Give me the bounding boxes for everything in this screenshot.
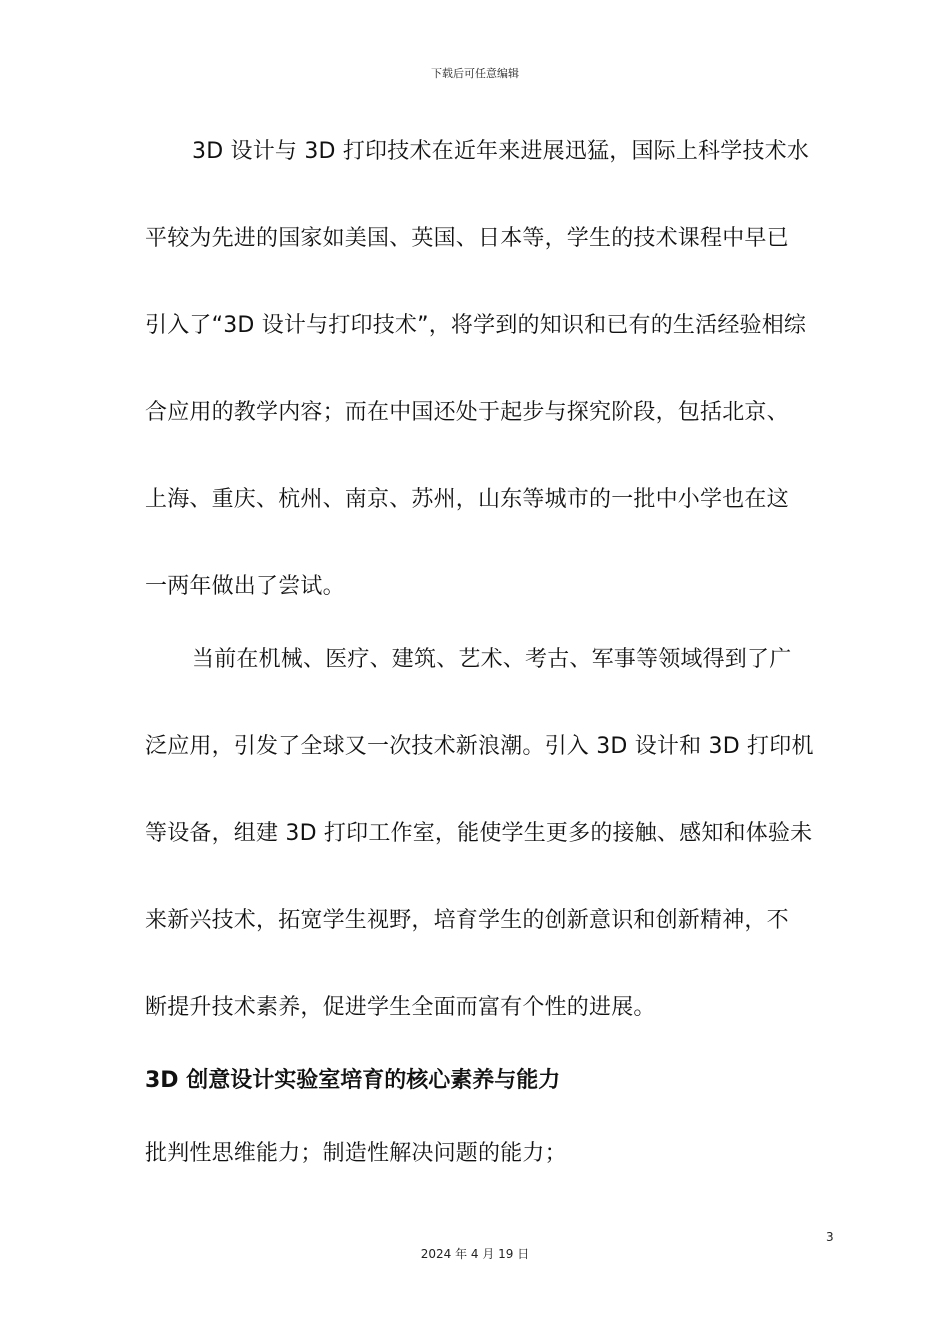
page-footer-date: 2024 年 4 月 19 日 <box>420 1247 530 1261</box>
page-header: 下载后可任意编辑 <box>431 67 519 80</box>
paragraph-2-line-2: 泛应用，引发了全球又一次技术新浪潮。引入 3D 设计和 3D 打印机 <box>145 734 814 759</box>
paragraph-1-line-3: 引入了“3D 设计与打印技术”，将学到的知识和已有的生活经验相综 <box>145 313 807 338</box>
paragraph-1-line-6: 一两年做出了尝试。 <box>145 574 345 599</box>
section-body-line: 批判性思维能力；制造性解决问题的能力； <box>145 1141 567 1166</box>
page-number: 3 <box>826 1230 834 1244</box>
paragraph-1-line-4: 合应用的教学内容；而在中国还处于起步与探究阶段，包括北京、 <box>145 400 789 425</box>
paragraph-1-line-5: 上海、重庆、杭州、南京、苏州，山东等城市的一批中小学也在这 <box>145 487 789 512</box>
section-heading: 3D 创意设计实验室培育的核心素养与能力 <box>145 1068 561 1093</box>
paragraph-2-line-1: 当前在机械、医疗、建筑、艺术、考古、军事等领域得到了广 <box>192 647 792 672</box>
paragraph-2-line-5: 断提升技术素养，促进学生全面而富有个性的进展。 <box>145 995 656 1020</box>
paragraph-2-line-3: 等设备，组建 3D 打印工作室，能使学生更多的接触、感知和体验未 <box>145 821 813 846</box>
paragraph-1-line-1: 3D 设计与 3D 打印技术在近年来进展迅猛，国际上科学技术水 <box>192 139 810 164</box>
paragraph-2-line-4: 来新兴技术，拓宽学生视野，培育学生的创新意识和创新精神，不 <box>145 908 789 933</box>
paragraph-1-line-2: 平较为先进的国家如美国、英国、日本等，学生的技术课程中早已 <box>145 226 789 251</box>
